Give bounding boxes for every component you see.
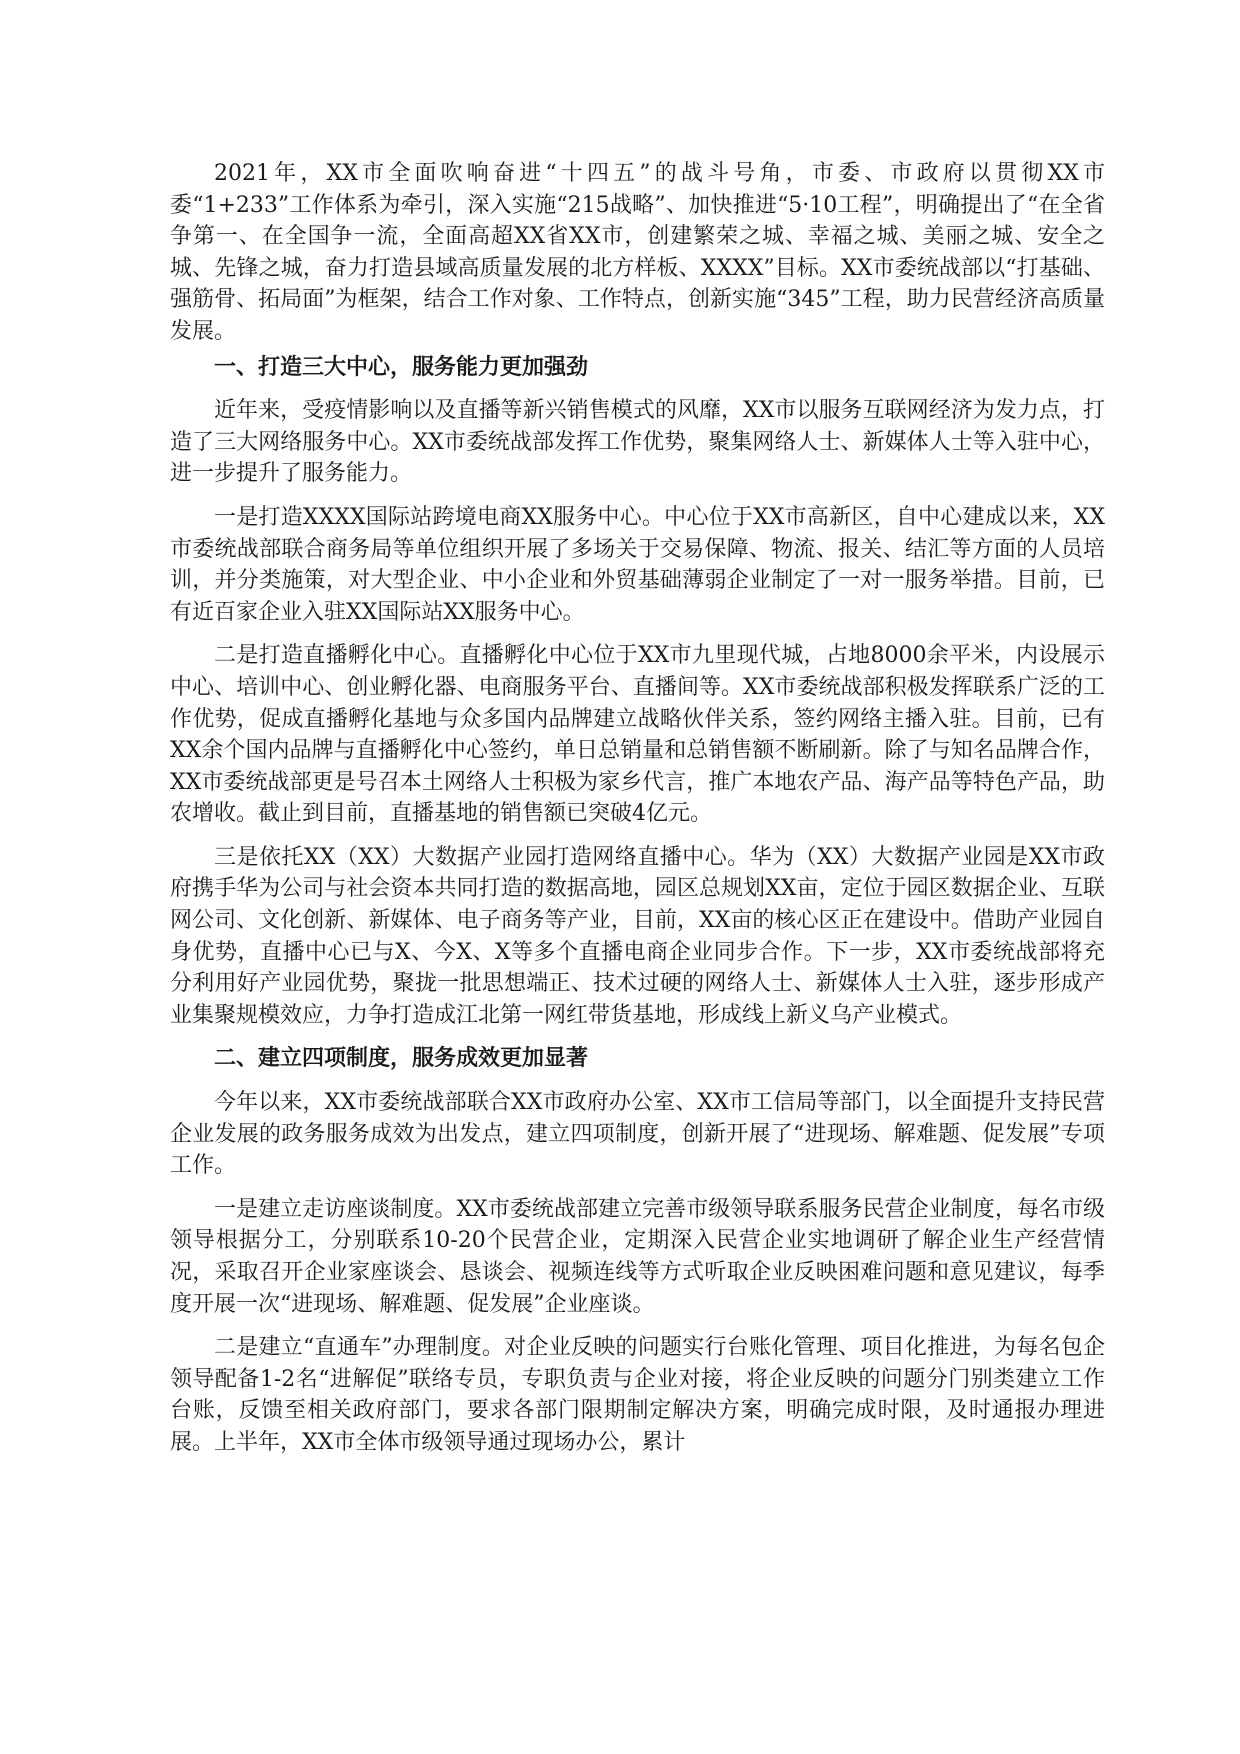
document-page: [170, 158, 1105, 1471]
section-1-paragraph-3: 二是打造直播孵化中心。直播孵化中心位于XX市九里现代城，占地8000余平米，内设展示中心、培训中心、创业孵化器、电商服务平台、直播间等。XX市委统战部积极发挥联系广泛的工作优势，促成直播孵化基地与众多国内品牌建立战略伙伴关系，签约网络主播入驻。目前，已有XX余个国内品牌与直播孵化中心签约，单日总销量和总销售额不断刷新。除了与知名品牌合作，XX市委统战部更是号召本土网络人士积极为家乡代言，推广本地农产品、海产品等特色产品，助农增收。截止到目前，直播基地的销售额已突破4亿元。: [170, 643, 1105, 827]
section-1-heading: 一、打造三大中心，服务能力更加强劲: [214, 354, 589, 380]
section-1-paragraph-2: 一是打造XXXX国际站跨境电商XX服务中心。中心位于XX市高新区，自中心建成以来，XX市委统战部联合商务局等单位组织开展了多场关于交易保障、物流、报关、结汇等方面的人员培训，并分类施策，对大型企业、中小企业和外贸基础薄弱企业制定了一对一服务举措。目前，已有近百家企业入驻XX国际站XX服务中心。: [170, 504, 1105, 625]
section-2-heading: 二、建立四项制度，服务成效更加显著: [214, 1046, 589, 1072]
section-1-paragraph-4: 三是依托XX（XX）大数据产业园打造网络直播中心。华为（XX）大数据产业园是XX市政府携手华为公司与社会资本共同打造的数据高地，园区总规划XX亩，定位于园区数据企业、互联网公司、文化创新、新媒体、电子商务等产业，目前，XX亩的核心区正在建设中。借助产业园自身优势，直播中心已与X、今X、X等多个直播电商企业同步合作。下一步，XX市委统战部将充分利用好产业园优势，聚拢一批思想端正、技术过硬的网络人士、新媒体人士入驻，逐步形成产业集聚规模效应，力争打造成江北第一网红带货基地，形成线上新义乌产业模式。: [170, 844, 1105, 1028]
section-2-paragraph-1: 今年以来，XX市委统战部联合XX市政府办公室、XX市工信局等部门，以全面提升支持民营企业发展的政务服务成效为出发点，建立四项制度，创新开展了“进现场、解难题、促发展”专项工作。: [170, 1090, 1105, 1179]
intro-paragraph: 2021年，XX市全面吹响奋进“十四五”的战斗号角，市委、市政府以贯彻XX市委“1+233”工作体系为牵引，深入实施“215战略”、加快推进“5·10工程”，明确提出了“在全省争第一、在全国争一流，全面高超XX省XX市，创建繁荣之城、幸福之城、美丽之城、安全之城、先锋之城，奋力打造县域高质量发展的北方样板、XXXX”目标。XX市委统战部以“打基础、强筋骨、拓局面”为框架，结合工作对象、工作特点，创新实施“345”工程，助力民营经济高质量发展。: [170, 161, 1105, 344]
section-2-paragraph-2: 一是建立走访座谈制度。XX市委统战部建立完善市级领导联系服务民营企业制度，每名市级领导根据分工，分别联系10-20个民营企业，定期深入民营企业实地调研了解企业生产经营情况，采取召开企业家座谈会、恳谈会、视频连线等方式听取企业反映困难问题和意见建议，每季度开展一次“进现场、解难题、促发展”企业座谈。: [170, 1196, 1105, 1317]
section-1-paragraph-1: 近年来，受疫情影响以及直播等新兴销售模式的风靡，XX市以服务互联网经济为发力点，打造了三大网络服务中心。XX市委统战部发挥工作优势，聚集网络人士、新媒体人士等入驻中心，进一步提升了服务能力。: [170, 398, 1105, 487]
section-2-paragraph-3: 二是建立“直通车”办理制度。对企业反映的问题实行台账化管理、项目化推进，为每名包企领导配备1-2名“进解促”联络专员，专职负责与企业对接，将企业反映的问题分门别类建立工作台账，反馈至相关政府部门，要求各部门限期制定解决方案，明确完成时限，及时通报办理进展。上半年，XX市全体市级领导通过现场办公，累计: [170, 1335, 1105, 1455]
